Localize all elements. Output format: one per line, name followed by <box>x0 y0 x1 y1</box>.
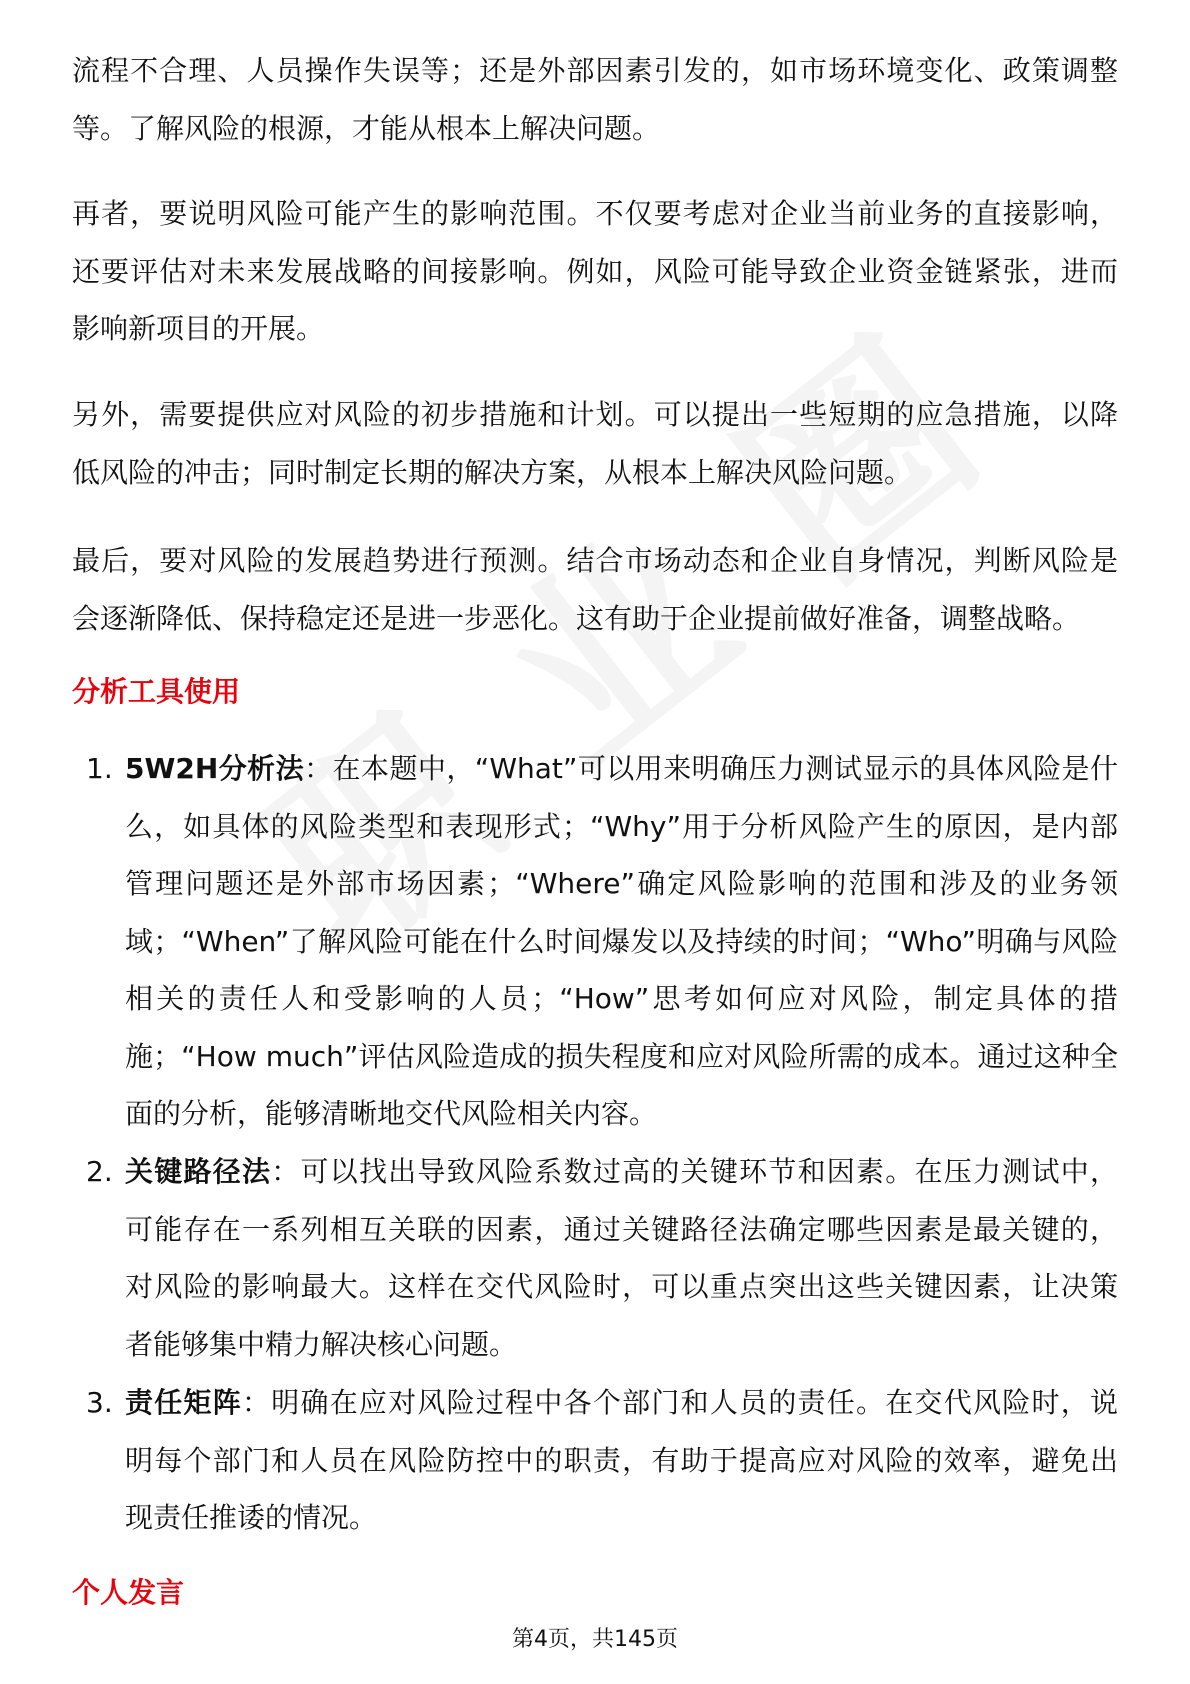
item-term: 5W2H分析法 <box>125 752 305 785</box>
text-line: 流程不合理、人员操作失误等；还是外部因素引发的，如市场环境变化、政策调整 <box>72 54 1118 87</box>
paragraph-1 <box>72 42 1118 157</box>
paragraph-3 <box>72 386 1118 501</box>
text-line: ：可以找出导致风险系数过高的关键环节和因素。在压力测试中， <box>271 1155 1118 1188</box>
text-line: 影响新项目的开展。 <box>72 312 325 345</box>
paragraph-4 <box>72 532 1118 647</box>
text-line: 会逐渐降低、保持稳定还是进一步恶化。这有助于企业提前做好准备，调整战略。 <box>72 601 1081 635</box>
text-line: ：在本题中，“What”可以用来明确压力测试显示的具体风险是什 <box>304 752 1118 785</box>
text-line: 面的分析，能够清晰地交代风险相关内容。 <box>125 1097 658 1130</box>
item-term: 责任矩阵 <box>125 1386 242 1419</box>
paragraph-2 <box>72 185 1118 358</box>
text-line: ：明确在应对风险过程中各个部门和人员的责任。在交代风险时，说 <box>241 1386 1118 1419</box>
text-line: 施；“How much”评估风险造成的损失程度和应对风险所需的成本。通过这种全 <box>125 1039 1118 1073</box>
item-term: 关键路径法 <box>125 1155 272 1188</box>
text-line: 再者，要说明风险可能产生的影响范围。不仅要考虑对企业当前业务的直接影响， <box>72 197 1118 230</box>
page-number: 第4页，共145页 <box>512 1627 678 1652</box>
text-line: 相关的责任人和受影响的人员；“How”思考如何应对风险，制定具体的措 <box>125 982 1118 1015</box>
text-line: 明每个部门和人员在风险防控中的职责，有助于提高应对风险的效率，避免出 <box>125 1443 1118 1477</box>
text-line: 可能存在一系列相互关联的因素，通过关键路径法确定哪些因素是最关键的， <box>125 1212 1118 1246</box>
text-line: 另外，需要提供应对风险的初步措施和计划。可以提出一些短期的应急措施，以降 <box>72 398 1118 431</box>
text-line: 么，如具体的风险类型和表现形式；“Why”用于分析风险产生的原因，是内部 <box>125 809 1118 843</box>
text-line: 对风险的影响最大。这样在交代风险时，可以重点突出这些关键因素，让决策 <box>125 1270 1118 1303</box>
text-line: 等。了解风险的根源，才能从根本上解决问题。 <box>72 111 661 145</box>
text-line: 还要评估对未来发展战略的间接影响。例如，风险可能导致企业资金链紧张，进而 <box>72 254 1118 288</box>
list-item-1 <box>86 740 1118 1143</box>
text-line: 现责任推诿的情况。 <box>125 1501 378 1534</box>
text-line: 最后，要对风险的发展趋势进行预测。结合市场动态和企业自身情况，判断风险是 <box>72 544 1118 577</box>
section-heading-speech: 个人发言 <box>72 1576 185 1609</box>
text-line: 域；“When”了解风险可能在什么时间爆发以及持续的时间；“Who”明确与风险 <box>125 924 1118 958</box>
list-number: 1. <box>86 752 113 785</box>
text-line: 者能够集中精力解决核心问题。 <box>125 1327 518 1361</box>
list-number: 2. <box>86 1155 113 1188</box>
list-item-2 <box>86 1143 1118 1373</box>
list-item-3 <box>86 1374 1118 1547</box>
text-line: 管理问题还是外部市场因素；“Where”确定风险影响的范围和涉及的业务领 <box>125 867 1118 900</box>
text-line: 低风险的冲击；同时制定长期的解决方案，从根本上解决风险问题。 <box>72 455 913 489</box>
list-number: 3. <box>86 1386 113 1419</box>
section-heading-tools: 分析工具使用 <box>72 675 241 708</box>
